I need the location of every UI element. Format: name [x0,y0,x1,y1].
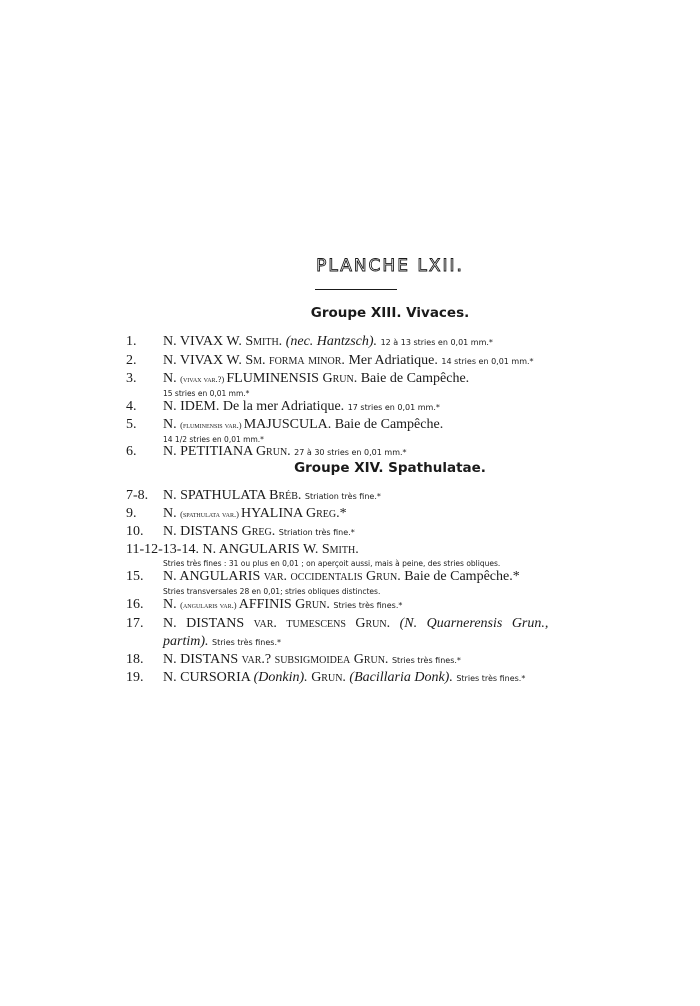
variety-author: var. occidentalis Grun. [263,569,405,584]
species-prefix: N. [163,506,181,521]
locality: Baie de Campêche.* [404,569,520,584]
species-prefix: N. [163,417,181,432]
variety-author: var. tumescens Grun. [253,616,400,631]
species-name: FLUMINENSIS [226,371,323,386]
author: Sm. forma minor. [245,353,349,368]
author: Bréb. [269,488,305,503]
variety: (vivax var.?) [180,374,227,384]
species-name: N. CURSORIA [163,670,254,685]
striation: Stries très fines.* [456,674,526,683]
entry-11-14-striation: Stries très fines : 31 ou plus en 0,01 ; on aperçoit aussi, mais à peine, des stries obliques. [163,559,501,568]
author: Grun. [255,444,295,459]
synonym: (N. Quarnerensis Grun., [399,616,549,631]
striation: 12 à 13 stries en 0,01 mm.* [380,338,493,347]
entry-number: 16. [126,597,144,612]
striation: 27 à 30 stries en 0,01 mm.* [294,448,407,457]
synonym-cont: partim). [163,634,212,649]
variety: (fluminensis var.) [180,420,244,430]
variety: (angularis var.) [180,600,239,610]
striation: 17 stries en 0,01 mm.* [347,403,440,412]
entry-number: 11-12-13-14. [126,542,199,557]
species-name: N. DISTANS [163,524,242,539]
entry-number: 1. [126,334,137,349]
species-name: N. SPATHULATA [163,488,270,503]
species-name: N. VIVAX W. [163,334,246,349]
species-name: N. IDEM. De la mer Adriatique. [163,399,348,414]
species-name: N. VIVAX W. [163,353,246,368]
author: Greg.* [305,506,347,521]
locality: Mer Adriatique. [348,353,442,368]
group-xiv-heading: Groupe XIV. Spathulatae. [294,460,486,476]
entry-5-striation: 14 1/2 stries en 0,01 mm.* [163,435,264,444]
entry-number: 17. [126,616,144,631]
entry-number: 19. [126,670,144,685]
author-note: (Donkin). [253,670,312,685]
author: Smith. [321,542,359,557]
author: Smith. [245,334,286,349]
striation: Striation très fine.* [304,492,381,501]
entry-number: 5. [126,417,137,432]
note: (nec. Hantzsch). [285,334,381,349]
author: Grun. [311,670,350,685]
striation: 14 stries en 0,01 mm.* [441,357,534,366]
entry-number: 3. [126,371,137,386]
variety: (spathulata var.) [180,509,242,519]
species-name: N. ANGULARIS [163,569,264,584]
locality: Baie de Campêche. [360,371,470,386]
species-prefix: N. [163,371,181,386]
entry-number: 10. [126,524,144,539]
entry-number: 4. [126,399,137,414]
plate-title: PLANCHE LXII. [316,256,464,276]
entry-3-striation: 15 stries en 0,01 mm.* [163,389,250,398]
entry-number: 18. [126,652,144,667]
striation: Stries très fines.* [391,656,461,665]
group-xiii-heading: Groupe XIII. Vivaces. [310,305,470,321]
author: Grun. [322,371,361,386]
species-name: N. DISTANS [163,652,242,667]
synonym: (Bacillaria Donk). [349,670,457,685]
species-prefix: N. [163,597,181,612]
author: Grun. [295,597,334,612]
species-name: N. ANGULARIS W. [202,542,322,557]
species-name: N. PETITIANA [163,444,256,459]
entry-number: 15. [126,569,144,584]
title-rule [315,289,397,290]
variety-author: var.? subsigmoidea Grun. [241,652,392,667]
entry-number: 6. [126,444,137,459]
striation: Striation très fine.* [278,528,355,537]
species-name: N. DISTANS [163,616,254,631]
species-name: AFFINIS [238,597,296,612]
species-name: HYALINA [241,506,306,521]
striation: Stries très fines.* [212,638,281,647]
species-name: MAJUSCULA. Baie de Campêche. [243,417,444,432]
entry-number: 7-8. [126,488,149,503]
author: Greg. [241,524,279,539]
entry-number: 2. [126,353,137,368]
entry-15-striation: Stries transversales 28 en 0,01; stries obliques distinctes. [163,587,381,596]
entry-number: 9. [126,506,137,521]
striation: Stries très fines.* [333,601,403,610]
